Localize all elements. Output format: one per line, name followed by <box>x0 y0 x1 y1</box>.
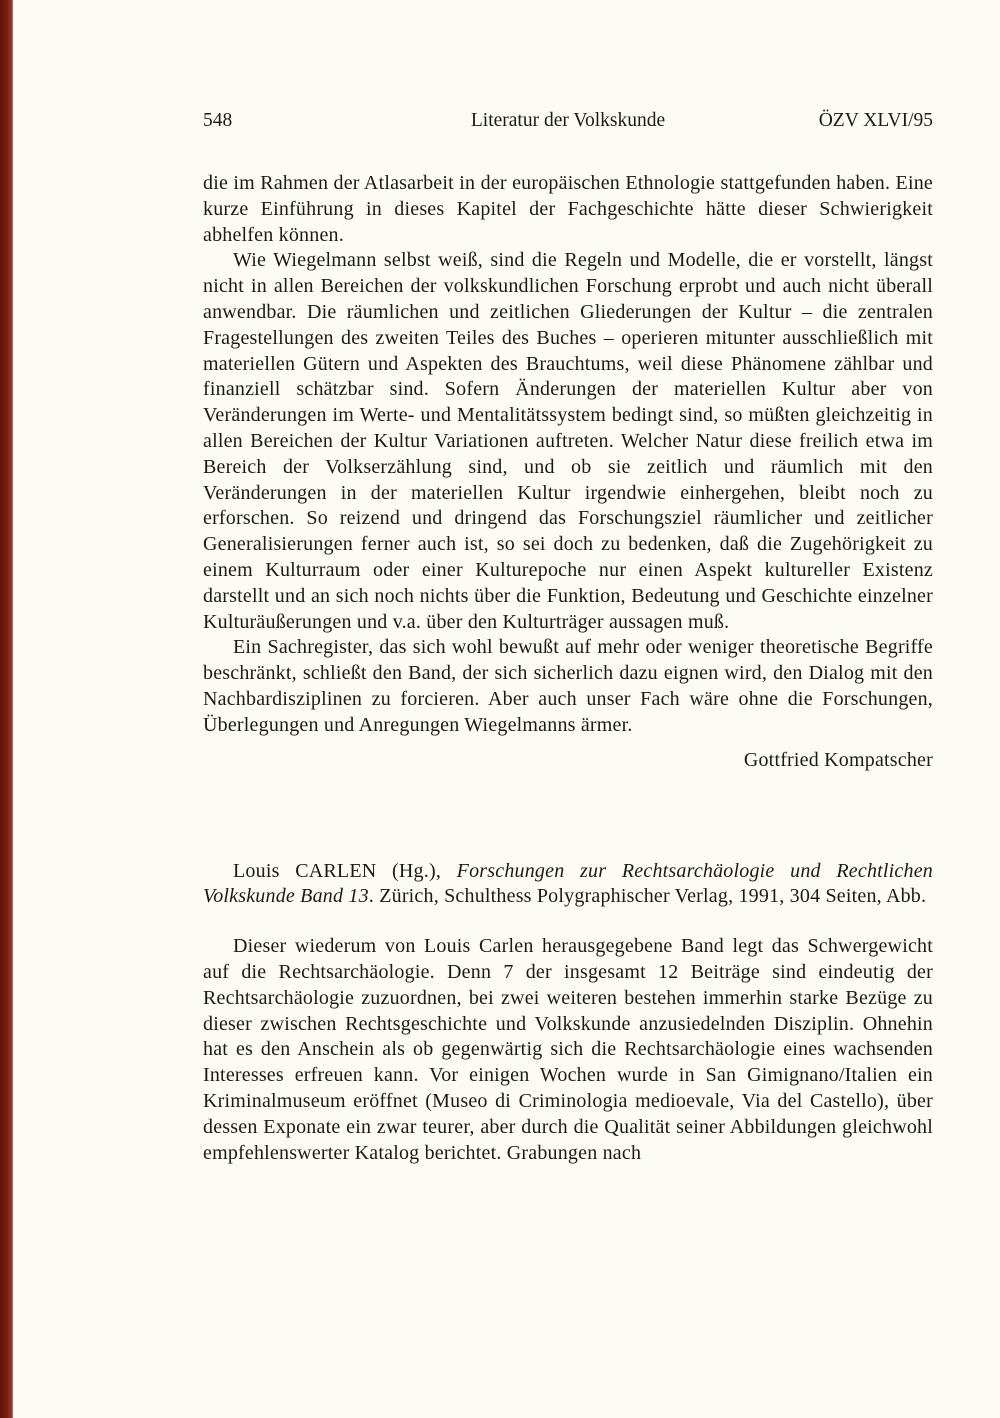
citation-book-title: Forschungen zur Rechtsarchäologie und Rechtlichen Volkskunde Band 13 <box>203 859 933 908</box>
paragraph-continuation: die im Rahmen der Atlasarbeit in der europäischen Ethnologie stattgefunden haben. Eine kurze Einführung in dieses Kapitel der Fachgeschichte hätte dieser Schwierigkeit abhelfen können. <box>203 172 933 246</box>
paragraph: Dieser wiederum von Louis Carlen herausgegebene Band legt das Schwergewicht auf die Rechtsarchäologie. Denn 7 der insgesamt 12 Beiträge sind eindeutig der Rechtsarchäologie zuzuordnen, bei zwei weiteren bestehen immerhin starke Bezüge zu dieser zwischen Rechtsgeschichte und Volkskunde anzusiedelnden Disziplin. Ohnehin hat es den Anschein als ob gegenwärtig sich die Rechtsarchäologie eines wachsenden Interesses erfreuen kann. Vor einigen Wochen wurde in San Gimignano/Italien ein Kriminalmuseum eröffnet (Museo di Criminologia medioevale, Via del Castello), über dessen Exponate ein zwar teurer, aber durch die Qualität seiner Abbildungen gleichwohl empfehlenswerter Katalog berichtet. Grabungen nach <box>203 935 933 1164</box>
book-citation <box>203 859 933 911</box>
page-number: 548 <box>203 110 233 131</box>
citation-publication-info: . Zürich, Schulthess Polygraphischer Verlag, 1991, 304 Seiten, Abb. <box>368 885 927 908</box>
journal-issue: ÖZV XLVI/95 <box>818 110 933 131</box>
book-spine-edge <box>0 0 13 1418</box>
page-content <box>203 108 933 1166</box>
citation-author: Louis CARLEN (Hg.), <box>233 859 457 882</box>
running-header <box>203 108 933 134</box>
section-title: Literatur der Volkskunde <box>470 110 666 131</box>
paragraph: Ein Sachregister, das sich wohl bewußt auf mehr oder weniger theoretische Begriffe beschränkt, schließt den Band, der sich sicherlich dazu eignen wird, den Dialog mit den Nachbardisziplinen zu forcieren. Aber auch unser Fach wäre ohne die Forschungen, Überlegungen und Anregungen Wiegelmanns ärmer. <box>203 636 933 736</box>
reviewer-signature: Gottfried Kompatscher <box>743 748 933 771</box>
paragraph: Wie Wiegelmann selbst weiß, sind die Regeln und Modelle, die er vorstellt, längst nicht in allen Bereichen der volkskundlichen Forschung erprobt und auch nicht überall anwendbar. Die räumlichen und zeitlichen Gliederungen der Kultur – die zentralen Fragestellungen des zweiten Teiles des Buches – operieren mitunter ausschließlich mit materiellen Gütern und Aspekten des Brauchtums, weil diese Phänomene zählbar und finanziell schätzbar sind. Sofern Änderungen der materiellen Kultur aber von Veränderungen im Werte- und Mentalitätssystem bedingt sind, so müßten gleichzeitig in allen Bereichen der Kultur Variationen auftreten. Welcher Natur diese freilich etwa im Bereich der Volkserzählung sind, und ob sie zeitlich und räumlich mit den Veränderungen in der materiellen Kultur irgendwie einhergehen, bleibt noch zu erforschen. So reizend und dringend das Forschungsziel räumlicher und zeitlicher Generalisierungen ferner auch ist, so sei doch zu bedenken, daß die Zugehörigkeit zu einem Kulturraum oder einer Kulturepoche nur einen Aspekt kultureller Existenz darstellt und an sich noch nichts über die Funktion, Bedeutung und Geschichte einzelner Kulturäußerungen und v.a. über den Kulturträger aussagen muß. <box>203 249 933 633</box>
